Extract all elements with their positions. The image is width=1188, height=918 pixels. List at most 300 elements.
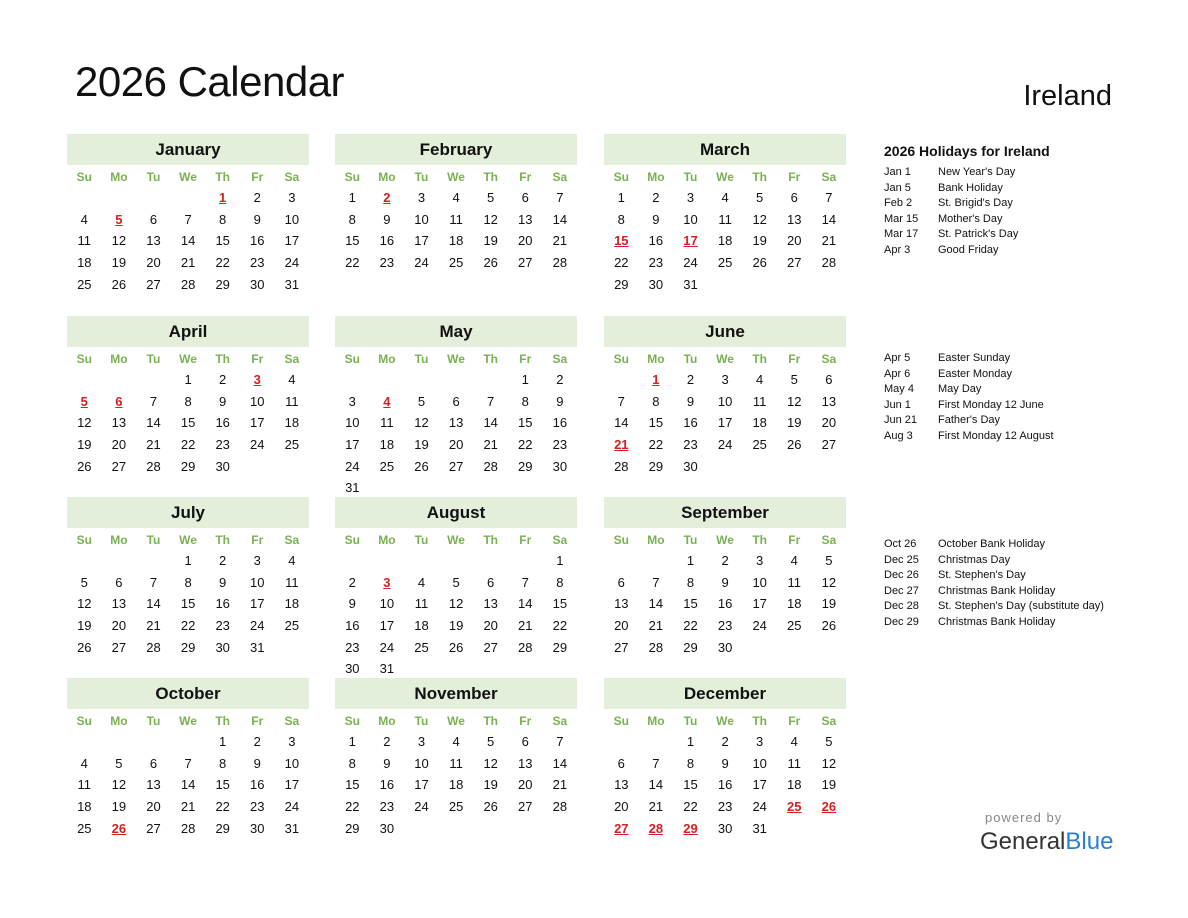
day-cell: 9 [219, 393, 227, 409]
weekday-label: Su [613, 352, 629, 366]
day-cell: 18 [787, 777, 802, 793]
weekday-label: Mo [378, 533, 396, 547]
day-cell: 7 [184, 211, 192, 227]
day-cell: 3 [686, 190, 695, 205]
day-cell: 23 [379, 255, 395, 271]
day-cell: 28 [146, 639, 161, 655]
day-cell: 21 [821, 233, 837, 249]
month-april [67, 316, 309, 477]
day-cell: 10 [717, 393, 733, 409]
day-cell: 1 [219, 734, 227, 749]
weekday-label: Mo [378, 714, 396, 728]
day-cell: 18 [284, 596, 300, 612]
day-cell: 12 [77, 415, 92, 431]
day-cell: 19 [111, 255, 127, 271]
empty-cell [335, 369, 370, 391]
day-cell: 29 [215, 276, 230, 292]
holiday-date: Dec 27 [884, 584, 919, 597]
weekday-label: Tu [414, 533, 429, 547]
day-cell: 3 [417, 190, 426, 205]
holiday-row [884, 553, 1104, 569]
holiday-row [884, 181, 1018, 197]
day-cell: 26 [77, 639, 92, 655]
day-cell: 23 [683, 437, 698, 453]
day-cell: 4 [790, 553, 798, 568]
holiday-name: Good Friday [938, 243, 999, 256]
weekday-label: Fr [519, 352, 532, 366]
day-cell: 21 [518, 618, 533, 634]
day-cell: 18 [284, 415, 300, 431]
day-cell: 14 [552, 211, 568, 227]
day-cell: 4 [288, 372, 296, 387]
day-cell: 22 [215, 255, 230, 271]
day-cell: 30 [717, 820, 733, 836]
day-cell: 11 [718, 211, 732, 227]
day-cell: 18 [752, 415, 767, 431]
day-cell: 22 [345, 255, 360, 271]
day-cell: 26 [414, 458, 429, 474]
empty-cell [604, 550, 639, 572]
day-cell: 9 [652, 211, 660, 227]
weekday-label: Mo [110, 170, 128, 184]
holiday-date: Dec 26 [884, 569, 919, 582]
weekday-label: Th [215, 170, 230, 184]
day-cell: 17 [250, 596, 265, 612]
day-cell: 15 [648, 415, 664, 431]
day-cell: 17 [717, 415, 733, 431]
day-cell: 13 [821, 393, 837, 409]
day-cell: 6 [790, 190, 798, 205]
weekday-label: Fr [788, 533, 801, 547]
day-cell: 9 [219, 574, 227, 590]
day-cell: 2 [253, 190, 261, 205]
holiday-row [884, 413, 1054, 429]
holiday-name: St. Patrick's Day [938, 228, 1019, 241]
powered-by-label: powered by [985, 810, 1063, 825]
holiday-date: Jun 21 [884, 414, 918, 427]
day-cell: 4 [452, 734, 460, 749]
day-cell: 28 [552, 255, 568, 271]
weekday-label: Th [215, 714, 230, 728]
day-cell: 14 [648, 777, 664, 793]
day-cell: 22 [180, 618, 196, 634]
empty-cell [404, 550, 439, 572]
weekday-label: We [447, 352, 465, 366]
empty-cell [439, 550, 474, 572]
day-cell: 5 [417, 393, 426, 409]
holiday-date: Apr 6 [884, 367, 911, 380]
weekday-label: Mo [378, 170, 396, 184]
day-cell: 12 [821, 574, 837, 590]
empty-cell [473, 550, 508, 572]
day-cell: 23 [717, 799, 733, 815]
day-cell: 4 [756, 372, 764, 387]
weekday-label: Tu [146, 714, 161, 728]
day-cell: 30 [215, 458, 230, 474]
day-cell: 26 [448, 639, 464, 655]
day-cell: 11 [77, 777, 92, 793]
day-cell: 9 [721, 755, 729, 771]
holiday-date: Mar 17 [884, 228, 919, 241]
day-cell: 8 [686, 755, 695, 771]
holiday-group [884, 537, 1104, 631]
day-cell: 16 [552, 415, 568, 431]
day-cell: 19 [821, 596, 837, 612]
day-cell: 28 [146, 458, 161, 474]
weekday-label: Fr [251, 533, 264, 547]
day-cell: 22 [345, 799, 360, 815]
day-cell: 2 [253, 734, 261, 749]
weekday-label: Sa [552, 533, 568, 547]
empty-cell [473, 369, 508, 391]
weekday-label: We [179, 170, 197, 184]
holiday-row [884, 367, 1054, 383]
day-cell: 20 [821, 415, 837, 431]
day-cell: 1 [348, 190, 356, 205]
weekday-label: Su [344, 714, 360, 728]
month-november [335, 678, 577, 839]
day-cell: 23 [345, 639, 360, 655]
day-cell: 3 [756, 553, 764, 568]
day-cell: 5 [487, 734, 495, 749]
weekday-label: Mo [378, 352, 396, 366]
day-cell: 21 [552, 233, 568, 249]
day-cell: 30 [379, 820, 395, 836]
day-cell: 24 [683, 255, 698, 271]
day-cell: 3 [288, 190, 296, 205]
day-cell: 23 [717, 618, 733, 634]
day-cell: 10 [683, 211, 698, 227]
empty-cell [439, 369, 474, 391]
day-cell: 30 [648, 276, 664, 292]
day-cell: 25 [448, 799, 464, 815]
day-cell: 31 [683, 276, 698, 292]
day-cell: 17 [752, 777, 767, 793]
weekday-label: Fr [251, 170, 264, 184]
holiday-group [884, 165, 1018, 259]
day-cell: 4 [417, 574, 426, 590]
weekday-label: Th [483, 170, 498, 184]
day-cell: 1 [184, 372, 192, 387]
day-cell: 1 [617, 190, 625, 205]
weekday-label: Sa [552, 352, 568, 366]
day-cell: 6 [521, 734, 529, 749]
day-cell: 11 [449, 755, 463, 771]
day-cell: 13 [614, 777, 629, 793]
holiday-date: Aug 3 [884, 429, 913, 442]
month-may [335, 316, 577, 499]
day-cell: 17 [414, 777, 429, 793]
day-cell: 17 [284, 233, 300, 249]
day-cell: 9 [383, 211, 391, 227]
weekday-label: Sa [552, 170, 568, 184]
day-cell: 11 [77, 233, 92, 249]
day-cell: 27 [111, 458, 127, 474]
weekday-label: We [716, 352, 734, 366]
empty-cell [171, 731, 206, 753]
day-cell: 18 [379, 437, 395, 453]
holiday-date: Jan 5 [884, 181, 911, 194]
weekday-label: Th [483, 533, 498, 547]
holiday-row [884, 165, 1018, 181]
day-cell: 15 [345, 777, 360, 793]
empty-cell [639, 731, 674, 753]
holiday-row [884, 429, 1054, 445]
day-cell: 24 [717, 437, 733, 453]
day-cell: 13 [518, 755, 533, 771]
holiday-day-cell: 5 [80, 393, 88, 409]
day-cell: 5 [825, 734, 833, 749]
day-cell: 18 [448, 777, 464, 793]
holiday-name: October Bank Holiday [938, 538, 1045, 550]
day-cell: 28 [180, 276, 196, 292]
holiday-row [884, 584, 1104, 600]
day-cell: 26 [483, 255, 498, 271]
day-cell: 20 [111, 437, 127, 453]
day-cell: 8 [348, 211, 356, 227]
month-header: July [67, 497, 309, 528]
day-cell: 13 [483, 596, 498, 612]
weekday-label: We [447, 714, 465, 728]
day-cell: 5 [756, 190, 764, 205]
holiday-date: Mar 15 [884, 212, 919, 225]
day-cell: 13 [146, 233, 161, 249]
day-cell: 15 [215, 233, 230, 249]
weekday-label: Th [752, 170, 767, 184]
weekday-label: Su [613, 170, 629, 184]
day-cell: 21 [180, 255, 196, 271]
day-cell: 29 [683, 639, 698, 655]
holiday-day-cell: 15 [614, 233, 629, 249]
day-cell: 16 [215, 415, 230, 431]
day-cell: 16 [683, 415, 698, 431]
day-cell: 10 [284, 211, 300, 227]
holiday-date: Apr 3 [884, 243, 911, 256]
weekday-label: Mo [110, 352, 128, 366]
holiday-name: First Monday 12 August [938, 429, 1054, 442]
day-cell: 24 [345, 458, 360, 474]
weekday-label: Su [344, 170, 360, 184]
day-cell: 14 [146, 415, 161, 431]
day-cell: 20 [787, 233, 802, 249]
day-cell: 15 [180, 415, 196, 431]
day-cell: 4 [288, 553, 296, 568]
empty-cell [136, 369, 171, 391]
month-december [604, 678, 846, 839]
month-september [604, 497, 846, 658]
day-cell: 30 [717, 639, 733, 655]
day-cell: 27 [787, 255, 802, 271]
day-cell: 5 [825, 553, 833, 568]
day-cell: 3 [721, 372, 729, 387]
day-cell: 15 [345, 233, 360, 249]
day-cell: 7 [556, 734, 564, 749]
day-cell: 8 [521, 393, 529, 409]
day-cell: 22 [648, 437, 664, 453]
country-label: Ireland [1023, 80, 1112, 112]
day-cell: 20 [518, 233, 533, 249]
day-cell: 3 [756, 734, 764, 749]
weekday-label: Sa [821, 714, 837, 728]
day-cell: 12 [414, 415, 429, 431]
day-cell: 8 [184, 393, 192, 409]
weekday-label: Fr [519, 170, 532, 184]
day-cell: 24 [250, 437, 265, 453]
weekday-label: Tu [414, 714, 429, 728]
month-header: September [604, 497, 846, 528]
day-cell: 14 [518, 596, 533, 612]
day-cell: 4 [80, 211, 88, 227]
day-cell: 7 [149, 574, 158, 590]
day-cell: 25 [77, 276, 92, 292]
day-cell: 15 [180, 596, 196, 612]
day-cell: 25 [284, 618, 300, 634]
day-cell: 6 [149, 211, 158, 227]
holiday-date: Jun 1 [884, 398, 911, 411]
day-cell: 18 [717, 233, 733, 249]
day-cell: 12 [787, 393, 802, 409]
holiday-day-cell: 2 [383, 190, 391, 205]
day-cell: 6 [521, 190, 529, 205]
holiday-name: Christmas Bank Holiday [938, 584, 1056, 597]
day-cell: 21 [648, 618, 664, 634]
day-cell: 25 [752, 437, 767, 453]
month-header: October [67, 678, 309, 709]
day-cell: 14 [180, 777, 196, 793]
day-cell: 5 [80, 574, 88, 590]
day-cell: 28 [518, 639, 533, 655]
month-august [335, 497, 577, 680]
holiday-row [884, 212, 1018, 228]
day-cell: 8 [184, 574, 192, 590]
holiday-date: Feb 2 [884, 197, 913, 210]
day-cell: 20 [483, 618, 498, 634]
day-cell: 20 [146, 799, 161, 815]
day-cell: 13 [111, 596, 127, 612]
day-cell: 23 [215, 618, 230, 634]
day-cell: 8 [686, 574, 695, 590]
weekday-label: Su [76, 533, 92, 547]
empty-cell [67, 550, 102, 572]
generalblue-logo[interactable] [980, 828, 1113, 856]
day-cell: 20 [518, 777, 533, 793]
day-cell: 14 [614, 415, 629, 431]
day-cell: 22 [180, 437, 196, 453]
holiday-day-cell: 3 [383, 574, 391, 590]
weekday-label: Fr [251, 714, 264, 728]
day-cell: 22 [215, 799, 230, 815]
day-cell: 16 [250, 233, 265, 249]
holiday-row [884, 351, 1054, 367]
day-cell: 26 [483, 799, 498, 815]
day-cell: 10 [250, 574, 265, 590]
day-cell: 21 [146, 437, 161, 453]
month-header: April [67, 316, 309, 347]
holiday-day-cell: 27 [614, 820, 629, 836]
holiday-name: Christmas Bank Holiday [938, 615, 1056, 628]
day-cell: 9 [686, 393, 695, 409]
day-cell: 7 [487, 393, 495, 409]
weekday-label: Mo [647, 352, 665, 366]
weekday-label: Tu [146, 352, 161, 366]
holiday-name: St. Brigid's Day [938, 197, 1013, 210]
day-cell: 14 [821, 211, 837, 227]
weekday-label: Th [752, 533, 767, 547]
day-cell: 18 [448, 233, 464, 249]
day-cell: 20 [614, 618, 629, 634]
day-cell: 31 [284, 276, 300, 292]
day-cell: 25 [77, 820, 92, 836]
holiday-date: Jan 1 [884, 166, 911, 178]
day-cell: 27 [518, 799, 533, 815]
day-cell: 11 [380, 415, 394, 431]
day-cell: 10 [414, 755, 429, 771]
empty-cell [335, 550, 370, 572]
day-cell: 10 [345, 415, 360, 431]
holiday-day-cell: 1 [219, 190, 227, 205]
empty-cell [102, 187, 137, 209]
holiday-day-cell: 3 [253, 372, 261, 387]
day-cell: 22 [683, 618, 698, 634]
day-cell: 7 [652, 755, 660, 771]
day-cell: 1 [184, 553, 192, 568]
day-cell: 2 [219, 372, 227, 387]
day-cell: 7 [652, 574, 660, 590]
day-cell: 2 [686, 372, 695, 387]
holiday-date: May 4 [884, 383, 914, 396]
weekday-label: Tu [683, 714, 698, 728]
day-cell: 9 [556, 393, 564, 409]
empty-cell [67, 369, 102, 391]
day-cell: 30 [552, 458, 568, 474]
holiday-day-cell: 1 [652, 372, 660, 387]
holiday-day-cell: 26 [111, 820, 127, 836]
day-cell: 21 [180, 799, 196, 815]
day-cell: 6 [452, 393, 460, 409]
day-cell: 2 [219, 553, 227, 568]
day-cell: 29 [518, 458, 533, 474]
empty-cell [136, 550, 171, 572]
day-cell: 12 [77, 596, 92, 612]
day-cell: 17 [414, 233, 429, 249]
day-cell: 9 [721, 574, 729, 590]
weekday-label: Su [344, 533, 360, 547]
day-cell: 19 [77, 618, 92, 634]
day-cell: 17 [250, 415, 265, 431]
day-cell: 2 [348, 574, 356, 590]
day-cell: 21 [146, 618, 161, 634]
brand-blue: Blue [1065, 828, 1114, 855]
holiday-name: First Monday 12 June [938, 398, 1044, 411]
day-cell: 1 [556, 553, 564, 568]
day-cell: 13 [518, 211, 533, 227]
day-cell: 13 [614, 596, 629, 612]
holiday-name: Christmas Day [938, 553, 1011, 566]
empty-cell [102, 550, 137, 572]
day-cell: 19 [77, 437, 92, 453]
day-cell: 27 [448, 458, 464, 474]
weekday-label: Tu [146, 170, 161, 184]
day-cell: 12 [483, 755, 498, 771]
day-cell: 16 [717, 777, 733, 793]
day-cell: 19 [752, 233, 767, 249]
weekday-label: Sa [821, 533, 837, 547]
holiday-date: Dec 28 [884, 600, 919, 613]
day-cell: 24 [414, 799, 429, 815]
day-cell: 27 [146, 276, 161, 292]
holiday-day-cell: 6 [115, 393, 123, 409]
month-header: March [604, 134, 846, 165]
